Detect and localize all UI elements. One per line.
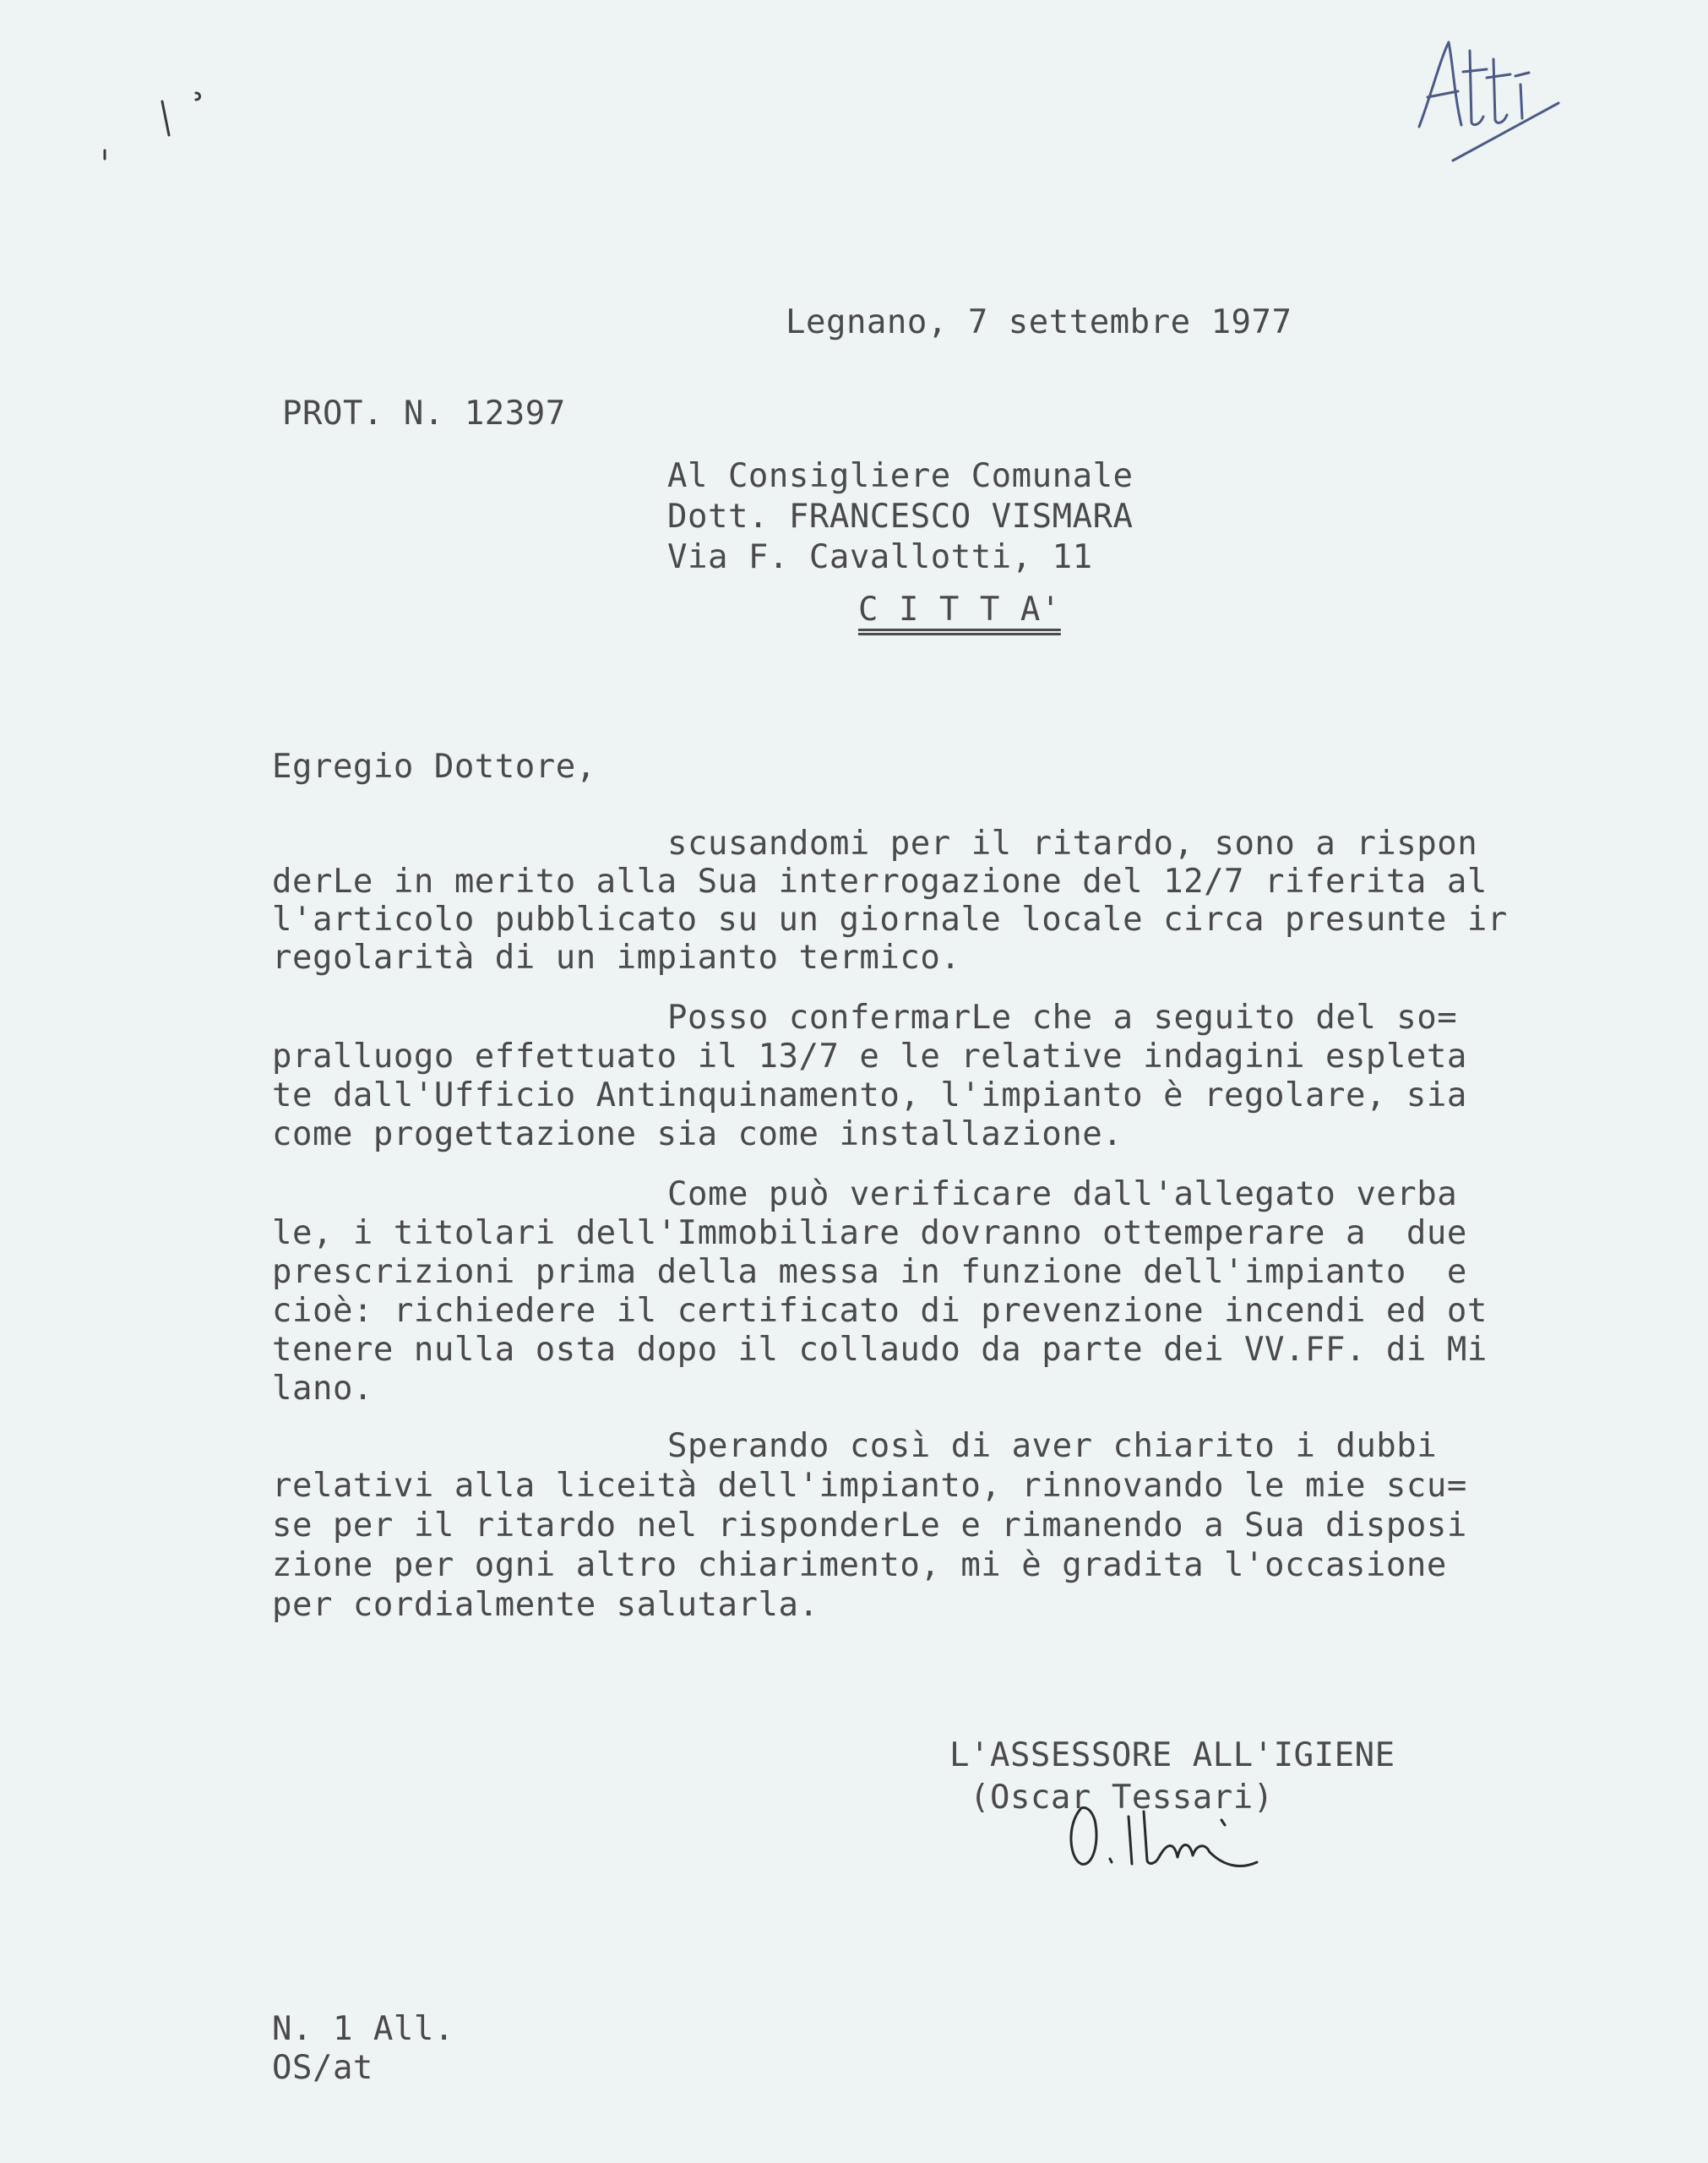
p2-line-1: Posso confermarLe che a seguito del so= (667, 999, 1458, 1037)
margin-marks (93, 84, 220, 169)
p3-line-1: Come può verificare dall'allegato verba (667, 1175, 1458, 1213)
recipient-line-2: Dott. FRANCESCO VISMARA (667, 498, 1134, 536)
p4-line-5: per cordialmente salutarla. (272, 1586, 819, 1624)
p3-line-5: tenere nulla osta dopo il collaudo da parte dei VV.FF. di Mi (272, 1331, 1488, 1369)
p3-line-6: lano. (272, 1370, 373, 1408)
salutation: Egregio Dottore, (272, 748, 596, 786)
place-date: Legnano, 7 settembre 1977 (786, 303, 1292, 341)
p1-line-1: scusandomi per il ritardo, sono a rispon (667, 825, 1478, 863)
p2-line-2: pralluogo effettuato il 13/7 e le relative indagini espleta (272, 1038, 1467, 1076)
handwritten-atti-note (1402, 25, 1571, 169)
p1-line-3: l'articolo pubblicato su un giornale locale circa presunte ir (272, 901, 1508, 939)
recipient-city: C I T T A' (858, 591, 1061, 629)
signatory-title: L'ASSESSORE ALL'IGIENE (949, 1736, 1395, 1774)
p4-line-1: Sperando così di aver chiarito i dubbi (667, 1427, 1438, 1465)
protocol-number: PROT. N. 12397 (282, 395, 566, 433)
recipient-line-3: Via F. Cavallotti, 11 (667, 538, 1093, 576)
attachments-count: N. 1 All. (272, 2010, 454, 2048)
p4-line-2: relativi alla liceità dell'impianto, rinnovando le mie scu= (272, 1467, 1467, 1505)
p1-line-4: regolarità di un impianto termico. (272, 939, 961, 977)
signatory-name: (Oscar Tessari) (970, 1779, 1274, 1817)
p4-line-4: zione per ogni altro chiarimento, mi è gradita l'occasione (272, 1546, 1447, 1584)
p1-line-2: derLe in merito alla Sua interrogazione del 12/7 riferita al (272, 863, 1488, 901)
p2-line-4: come progettazione sia come installazione. (272, 1115, 1123, 1153)
p3-line-2: le, i titolari dell'Immobiliare dovranno ottemperare a due (272, 1214, 1467, 1252)
p2-line-3: te dall'Ufficio Antinquinamento, l'impianto è regolare, sia (272, 1076, 1467, 1114)
reference-initials: OS/at (272, 2049, 373, 2087)
p3-line-4: cioè: richiedere il certificato di prevenzione incendi ed ot (272, 1292, 1488, 1330)
recipient-line-1: Al Consigliere Comunale (667, 457, 1134, 495)
p3-line-3: prescrizioni prima della messa in funzione dell'impianto e (272, 1253, 1467, 1291)
p4-line-3: se per il ritardo nel risponderLe e rimanendo a Sua disposi (272, 1506, 1467, 1545)
